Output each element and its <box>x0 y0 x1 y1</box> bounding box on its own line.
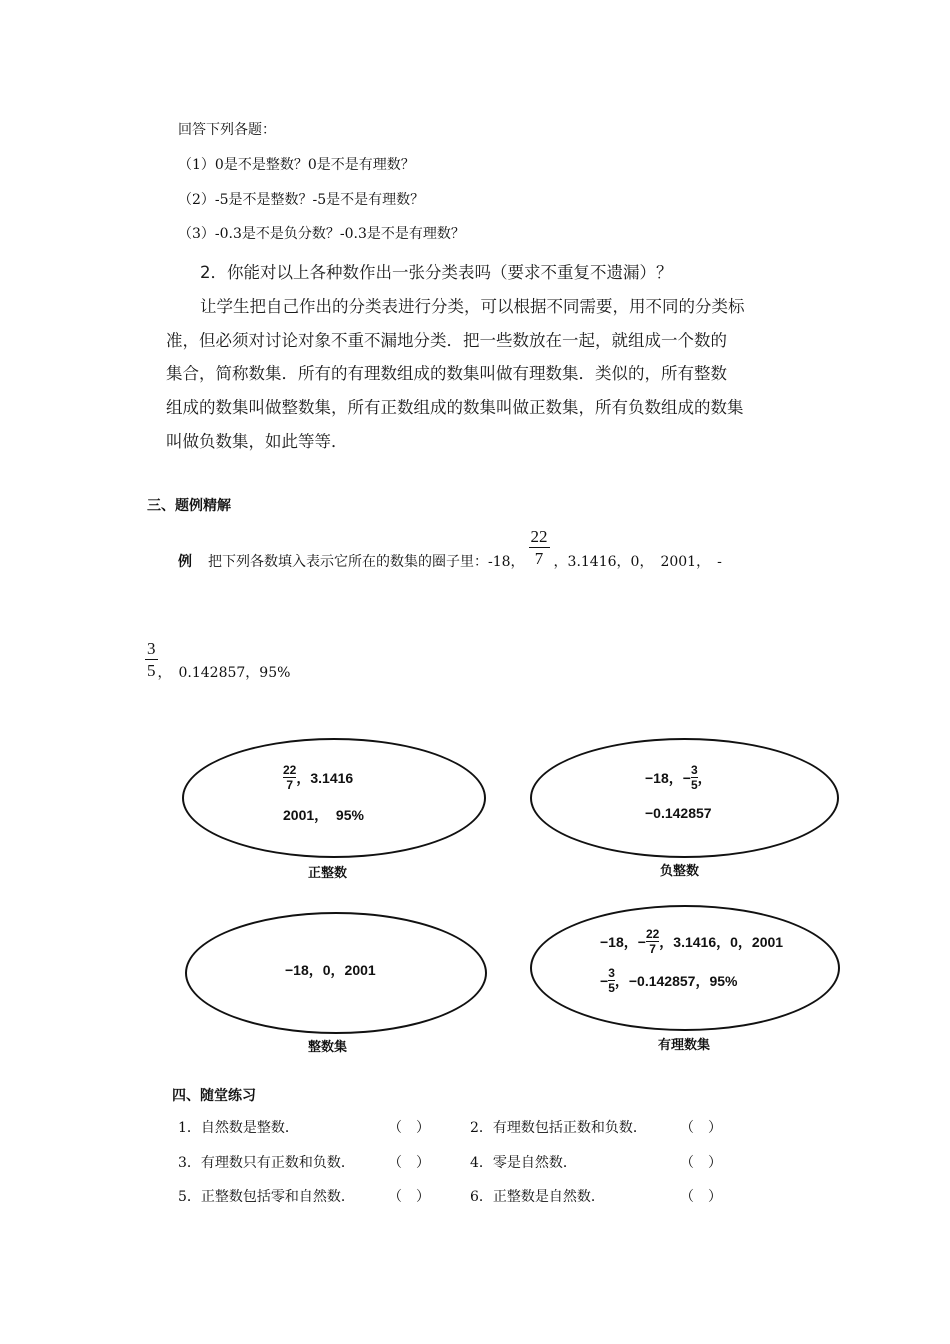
example-cont: ，3.1416，0， 2001， - <box>553 553 722 570</box>
fraction-denominator: 5 <box>608 981 615 995</box>
oval-positive <box>182 738 486 858</box>
fraction-3-5 <box>691 764 698 791</box>
answer-paren-5[interactable]: （ ） <box>388 1189 430 1205</box>
answer-paren-4[interactable]: （ ） <box>680 1155 722 1171</box>
rationals-values-cont: ，3.1416，0，2001 <box>659 933 784 950</box>
negative-comma: ， <box>697 769 712 786</box>
fraction-numerator: 22 <box>530 527 548 546</box>
rationals-values: −18，− <box>600 933 646 950</box>
fraction-denominator: 7 <box>649 942 656 956</box>
paragraph-line-4: 组成的数集叫做整数集，所有正数组成的数集叫做正数集，所有负数组成的数集 <box>166 398 744 417</box>
answer-paren-1[interactable]: （ ） <box>388 1120 430 1136</box>
oval-negative <box>530 738 839 858</box>
answer-paren-2[interactable]: （ ） <box>680 1120 722 1136</box>
example-label: 例 <box>178 553 192 570</box>
positive-values: ，3.1416 <box>296 769 354 786</box>
exercise-3: 3．有理数只有正数和负数． <box>178 1155 355 1171</box>
exercise-5: 5．正整数包括零和自然数． <box>178 1189 355 1205</box>
example-tail: ， 0.142857，95% <box>157 664 291 681</box>
label-negative: 负整数 <box>660 864 700 879</box>
fraction-denominator: 7 <box>534 549 544 568</box>
question-2: （2）-5是不是整数？-5是不是有理数？ <box>178 192 425 208</box>
fraction-numerator: 3 <box>608 966 615 980</box>
fraction-numerator: 3 <box>690 763 698 777</box>
classification-question: 2．你能对以上各种数作出一张分类表吗（要求不重复不遗漏）？ <box>200 263 673 282</box>
fraction-22-7 <box>283 764 296 791</box>
section-4-heading: 四、随堂练习 <box>172 1088 256 1104</box>
fraction-denominator: 7 <box>286 778 294 792</box>
intro-prompt: 回答下列各题： <box>178 122 276 138</box>
exercise-4: 4．零是自然数． <box>470 1155 577 1171</box>
answer-paren-6[interactable]: （ ） <box>680 1189 722 1205</box>
paragraph-line-2: 准，但必须对讨论对象不重不漏地分类．把一些数放在一起，就组成一个数的 <box>166 331 727 350</box>
label-positive: 正整数 <box>308 866 348 881</box>
integers-line-1: −18，0，2001 <box>285 962 376 978</box>
positive-line-2: 2001， 95% <box>283 807 364 823</box>
answer-paren-3[interactable]: （ ） <box>388 1155 430 1171</box>
rationals-values-line-2: ，−0.142857，95% <box>614 972 738 989</box>
rationals-line-1 <box>600 928 783 955</box>
label-rationals: 有理数集 <box>658 1038 711 1053</box>
fraction-3-5 <box>145 640 158 679</box>
section-3-heading: 三、题例精解 <box>147 498 231 514</box>
fraction-numerator: 22 <box>645 927 660 941</box>
negative-line-2: −0.142857 <box>645 805 712 821</box>
positive-line-1 <box>283 764 353 791</box>
fraction-numerator: 3 <box>147 639 156 658</box>
fraction-numerator: 22 <box>283 763 297 777</box>
rationals-line-2 <box>600 967 737 994</box>
example-line <box>178 527 722 570</box>
paragraph-line-5: 叫做负数集，如此等等． <box>166 432 348 451</box>
minus-sign: − <box>600 972 609 989</box>
negative-line-1 <box>645 764 712 791</box>
question-3: （3）-0.3是不是负分数？-0.3是不是有理数？ <box>178 226 465 242</box>
negative-values: −18，− <box>645 769 691 786</box>
label-integers: 整数集 <box>308 1040 348 1055</box>
fraction-denominator: 5 <box>147 661 156 680</box>
paragraph-line-1: 让学生把自己作出的分类表进行分类，可以根据不同需要，用不同的分类标 <box>200 297 745 316</box>
fraction-22-7 <box>529 528 550 567</box>
example-line-2 <box>145 640 290 679</box>
exercise-1: 1．自然数是整数． <box>178 1120 299 1136</box>
example-text: 把下列各数填入表示它所在的数集的圈子里：-18， <box>208 553 525 570</box>
fraction-22-7 <box>646 928 659 955</box>
fraction-denominator: 5 <box>690 778 698 792</box>
question-1: （1）0是不是整数？0是不是有理数？ <box>178 157 415 173</box>
fraction-3-5 <box>608 967 615 994</box>
exercise-6: 6．正整数是自然数． <box>470 1189 605 1205</box>
exercise-2: 2．有理数包括正数和负数． <box>470 1120 647 1136</box>
paragraph-line-3: 集合，简称数集．所有的有理数组成的数集叫做有理数集．类似的，所有整数 <box>166 364 727 383</box>
